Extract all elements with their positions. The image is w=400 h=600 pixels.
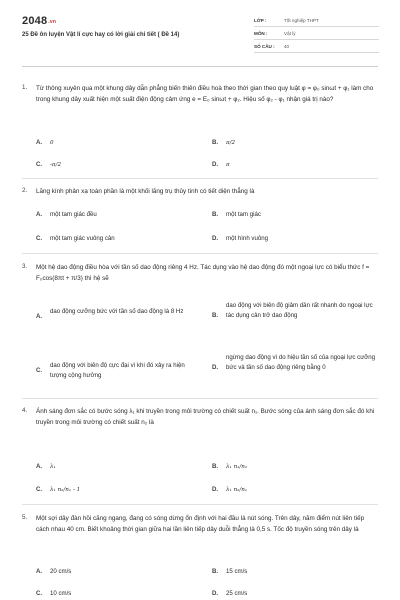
question-number: 1.	[22, 84, 28, 91]
meta-value: 40	[284, 44, 290, 49]
meta-key: SỐ CÂU :	[254, 44, 275, 49]
meta-row-subject	[254, 27, 379, 40]
option-text: ngừng dao động vì do hiệu tần số của ngoại lực cưỡng bức và tần số dao động riêng bằng 0	[226, 354, 376, 371]
meta-value: Tốt nghiệp THPT	[284, 18, 319, 23]
option-text: 20 cm/s	[50, 568, 72, 575]
question-number: 4.	[22, 407, 28, 414]
option-label: C.	[36, 161, 43, 168]
option-label: C.	[36, 590, 43, 597]
question-divider	[22, 178, 378, 179]
option-label: B.	[212, 139, 219, 146]
option-label: A.	[36, 463, 43, 470]
option-text: π/2	[226, 140, 236, 146]
option-text: λ₁ n₂/n₁	[226, 487, 248, 493]
logo-suffix: .vn	[48, 19, 57, 25]
meta-value: Vật lý	[284, 31, 296, 36]
option-text: 15 cm/s	[226, 568, 248, 575]
option-label: A.	[36, 568, 43, 575]
option-text: dao động cưỡng bức với tần số dao động là 8 Hz	[50, 308, 184, 315]
option-label: D.	[212, 590, 219, 597]
site-logo[interactable]	[22, 15, 56, 27]
meta-key: LỚP :	[254, 18, 267, 23]
option-text: một tam giác vuông cân	[50, 235, 115, 242]
option-text: một hình vuông	[226, 235, 269, 242]
question-text: Từ thông xuyên qua một khung dây dẫn phẳng biến thiên điều hoà theo thời gian theo quy luật φ = φ₀ sinωt + φ₁ làm cho trong khung dây xuất hiện một suất điện động cảm ứng e = E₀ sinωt + φ₂. Hiệu số φ₂ - φ₁ nhận giá trị nào?	[36, 85, 374, 103]
meta-row-count	[254, 40, 379, 53]
option-text: 0	[50, 140, 54, 146]
exam-meta	[254, 14, 379, 53]
option-label: B.	[212, 568, 219, 575]
question-number: 2.	[22, 187, 28, 194]
question-divider	[22, 398, 378, 399]
option-text: 25 cm/s	[226, 590, 248, 597]
meta-row-class	[254, 14, 379, 27]
option-text: dao động với biên độ cực đại vì khi đó xảy ra hiện tượng cộng hưởng	[50, 362, 185, 379]
option-text: λ₁	[50, 464, 56, 470]
option-label: C.	[36, 367, 43, 374]
option-label: D.	[212, 486, 219, 493]
option-text: một tam giác	[226, 211, 261, 218]
logo-text: 2048	[22, 15, 48, 27]
option-label: D.	[212, 364, 219, 371]
question-text: Lăng kính phản xạ toàn phần là một khối lăng trụ thủy tinh có tiết diện thẳng là	[36, 188, 255, 195]
meta-key: MÔN :	[254, 31, 268, 36]
option-label: D.	[212, 161, 219, 168]
option-text: λ₁ n₁/n₂	[226, 464, 248, 470]
option-label: A.	[36, 139, 43, 146]
question-text: Ánh sáng đơn sắc có bước sóng λ₁ khi truyền trong môi trường có chiết suất n₁. Bước sóng của ánh sáng đơn sắc đó khi truyền trong môi trường có chiết suất n₂ là	[36, 408, 375, 426]
question-number: 3.	[22, 263, 28, 270]
document-title: 25 Đề ôn luyện Vật lí cực hay có lời giải chi tiết ( Đề 14)	[22, 32, 180, 38]
page-header	[0, 0, 400, 64]
question-number: 5.	[22, 514, 28, 521]
option-text: π	[226, 162, 230, 168]
option-label: C.	[36, 486, 43, 493]
header-divider	[22, 66, 378, 67]
option-text: λ₁ n₂/n₁ - 1	[50, 487, 81, 493]
question-text: Một sợi dây đàn hồi căng ngang, đang có sóng dừng ổn định với hai đầu là nút sóng. Trên dây, năm điểm nút liên tiếp cách nhau 40 cm. Biết khoảng thời gian giữa hai lần liên tiếp dây duỗi thẳng là 0,5 s. Tốc độ truyền sóng trên dây là	[36, 515, 365, 533]
question-text: Một hệ dao động điều hòa với tần số dao động riêng 4 Hz. Tác dụng vào hệ dao động đó một ngoại lực có biểu thức f = F₀cos(8πt + π/3) thì hệ sẽ	[36, 264, 370, 282]
question-divider	[22, 253, 378, 254]
option-label: A.	[36, 211, 43, 218]
option-label: A.	[36, 313, 43, 320]
option-label: B.	[212, 211, 219, 218]
option-text: -π/2	[50, 162, 62, 168]
option-label: C.	[36, 235, 43, 242]
option-text: một tam giác đều	[50, 211, 97, 218]
question-divider	[22, 504, 378, 505]
option-label: B.	[212, 463, 219, 470]
option-label: D.	[212, 235, 219, 242]
option-text: 10 cm/s	[50, 590, 72, 597]
option-text: dao động với biên độ giảm dần rất nhanh do ngoại lực tác dụng cản trở dao động	[226, 302, 373, 319]
option-label: B.	[212, 312, 219, 319]
